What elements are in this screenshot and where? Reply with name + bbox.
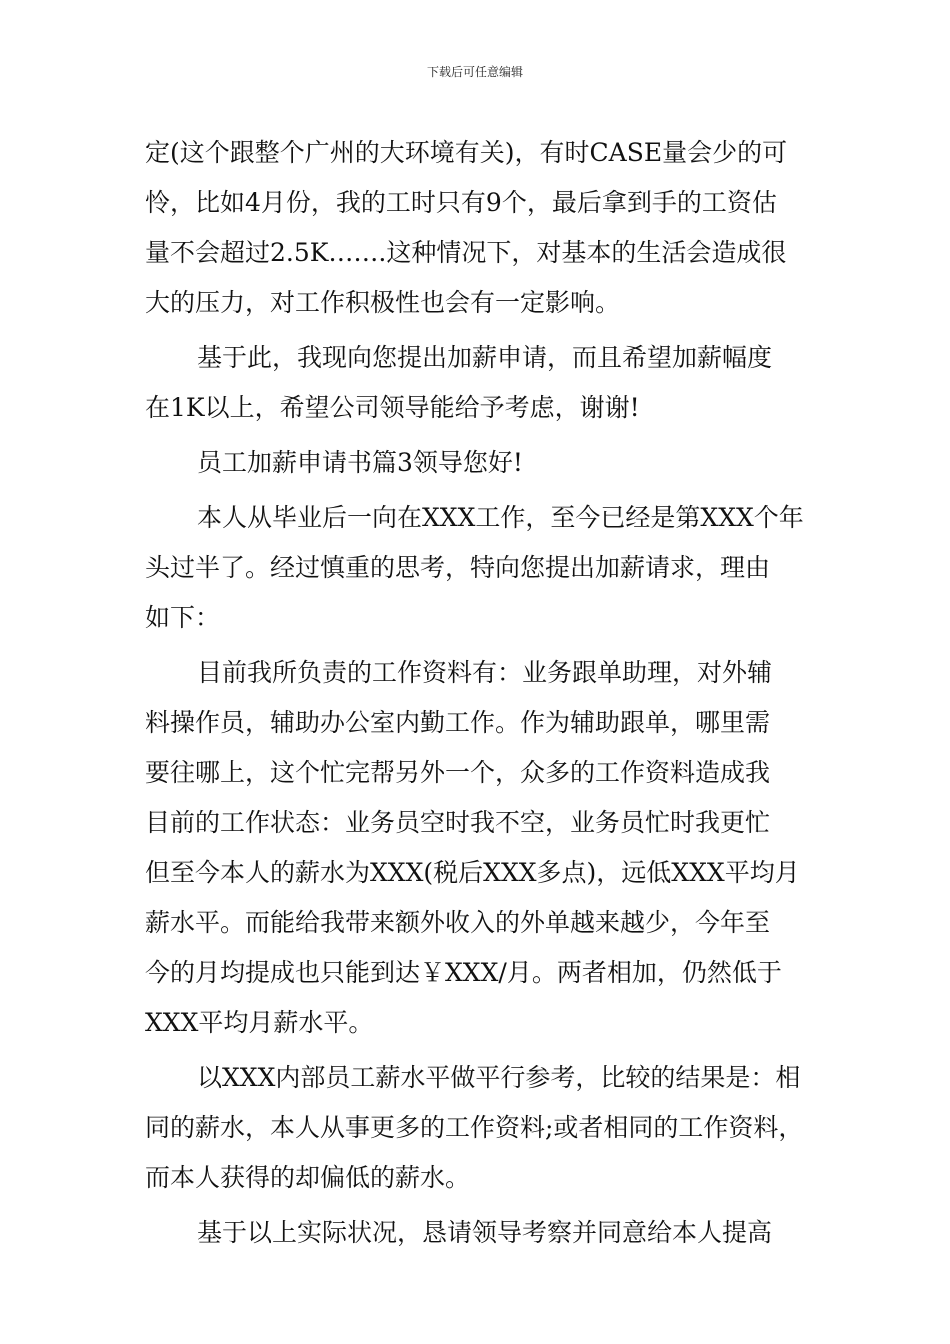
text-line: 料操作员，辅助办公室内勤工作。作为辅助跟单，哪里需 (145, 708, 771, 737)
text-line: 基于此，我现向您提出加薪申请，而且希望加薪幅度 (197, 343, 773, 372)
text-line: 同的薪水，本人从事更多的工作资料;或者相同的工作资料， (145, 1113, 804, 1142)
document-body (145, 128, 815, 1258)
text-line: 如下： (145, 603, 221, 632)
text-line: 今的月均提成也只能到达￥XXX/月。两者相加，仍然低于 (145, 958, 782, 987)
text-line: 头过半了。经过慎重的思考，特向您提出加薪请求，理由 (145, 553, 771, 582)
text-line: 怜，比如4月份，我的工时只有9个，最后拿到手的工资估 (145, 188, 777, 217)
text-line: 目前的工作状态：业务员空时我不空，业务员忙时我更忙 (145, 808, 771, 837)
text-line: 目前我所负责的工作资料有：业务跟单助理，对外辅 (197, 658, 773, 687)
text-line: 定(这个跟整个广州的大环境有关)，有时CASE量会少的可 (145, 138, 788, 167)
text-line: 要往哪上，这个忙完帮另外一个，众多的工作资料造成我 (145, 758, 771, 787)
text-line: 量不会超过2.5K…….这种情况下，对基本的生活会造成很 (145, 238, 787, 267)
text-line: 薪水平。而能给我带来额外收入的外单越来越少，今年至 (145, 908, 771, 937)
page-header-note: 下载后可任意编辑 (426, 65, 523, 79)
text-line: 但至今本人的薪水为XXX(税后XXX多点)，远低XXX平均月 (145, 858, 800, 887)
text-line: 本人从毕业后一向在XXX工作，至今已经是第XXX个年 (197, 503, 804, 532)
section-heading-line: 员工加薪申请书篇3领导您好! (197, 448, 523, 477)
text-line: 大的压力，对工作积极性也会有一定影响。 (145, 288, 621, 317)
text-line: 而本人获得的却偏低的薪水。 (145, 1163, 471, 1192)
text-line: 基于以上实际状况，恳请领导考察并同意给本人提高 (197, 1218, 773, 1247)
text-line: XXX平均月薪水平。 (145, 1008, 374, 1037)
text-line: 以XXX内部员工薪水平做平行参考，比较的结果是：相 (197, 1063, 801, 1092)
text-line: 在1K以上，希望公司领导能给予考虑，谢谢! (145, 393, 640, 422)
